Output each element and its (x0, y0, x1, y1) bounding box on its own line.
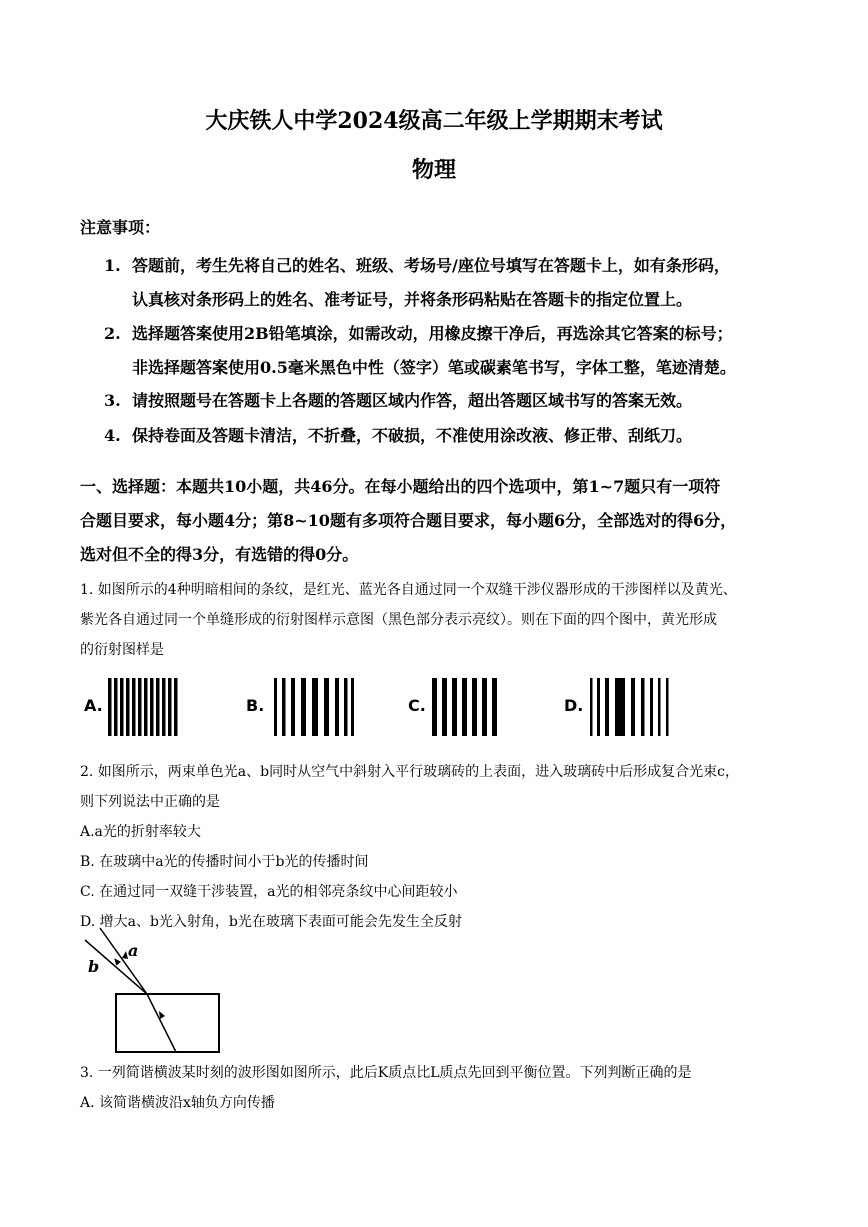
arrow-head (159, 1011, 165, 1019)
subject-title: 物理 (411, 157, 456, 183)
notice-heading: 注意事项： (80, 218, 161, 237)
section-1-instructions (80, 470, 800, 572)
option-label-d: D. (564, 696, 584, 715)
question-2 (80, 757, 800, 937)
question-text: 2. 如图所示，两束单色光a、b同时从空气中斜射入平行玻璃砖的上表面，进入玻璃砖中后形成复合光束c， (80, 764, 739, 780)
notice-text: 请按照题号在答题卡上各题的答题区域内作答，超出答题区域书写的答案无效。 (132, 391, 693, 410)
option-a: A. 该简谐横波沿x轴负方向传播 (80, 1095, 275, 1111)
question-text: 紫光各自通过同一个单缝形成的衍射图样示意图（黑色部分表示亮纹）。则在下面的四个图中，黄光形成 (80, 612, 717, 628)
section-line: 选对但不全的得3分，有选错的得0分。 (80, 545, 359, 564)
notice-item-4 (104, 423, 692, 449)
option-d: D. 增大a、b光入射角，b光在玻璃下表面可能会先发生全反射 (80, 914, 462, 930)
label-a: a (128, 941, 139, 960)
section-line: 合题目要求，每小题4分；第8~10题有多项符合题目要求，每小题6分，全部选对的得6分， (80, 511, 737, 530)
question-text: 则下列说法中正确的是 (80, 794, 220, 810)
notice-number: 1. (104, 256, 121, 275)
option-label-b: B. (246, 696, 265, 715)
notice-number: 3. (104, 391, 121, 410)
notice-item-2 (104, 321, 736, 381)
option-a: A.a光的折射率较大 (80, 824, 201, 840)
fringe-pattern-b (274, 676, 354, 738)
option-c: C. 在通过同一双缝干涉装置，a光的相邻亮条纹中心间距较小 (80, 884, 458, 900)
question-text: 的衍射图样是 (80, 642, 164, 658)
glass-block (116, 994, 219, 1052)
notice-text: 认真核对条形码上的姓名、准考证号，并将条形码粘贴在答题卡的指定位置上。 (132, 290, 693, 309)
notice-text: 选择题答案使用2B铅笔填涂，如需改动，用橡皮擦干净后，再选涂其它答案的标号； (132, 324, 733, 343)
fringe-pattern-a (108, 676, 182, 738)
glass-block-diagram (80, 926, 230, 1056)
question-1 (80, 575, 800, 665)
section-line: 一、选择题：本题共10小题，共46分。在每小题给出的四个选项中，第1~7题只有一项符 (80, 477, 721, 496)
notice-number: 4. (104, 426, 121, 445)
notice-text: 非选择题答案使用0.5毫米黑色中性（签字）笔或碳素笔书写，字体工整，笔迹清楚。 (132, 358, 736, 377)
option-b: B. 在玻璃中a光的传播时间小于b光的传播时间 (80, 854, 369, 870)
refracted-ray-c (147, 994, 176, 1052)
option-label-a: A. (84, 696, 103, 715)
notice-item-1 (104, 253, 730, 313)
label-b: b (88, 957, 100, 976)
notice-text: 保持卷面及答题卡清洁，不折叠，不破损，不准使用涂改液、修正带、刮纸刀。 (132, 426, 693, 445)
question-3 (80, 1058, 800, 1118)
fringe-pattern-d (590, 676, 670, 738)
question-text: 3. 一列简谐横波某时刻的波形图如图所示，此后K质点比L质点先回到平衡位置。下列判断正确的是 (80, 1065, 692, 1081)
ray-a (100, 928, 147, 994)
option-label-c: C. (408, 696, 426, 715)
notice-number: 2. (104, 324, 121, 343)
notice-item-3 (104, 388, 692, 414)
question-text: 1. 如图所示的4种明暗相间的条纹，是红光、蓝光各自通过同一个双缝干涉仪器形成的干涉图样以及黄光、 (80, 582, 737, 598)
fringe-pattern-c (432, 676, 500, 738)
exam-title: 大庆铁人中学2024级高二年级上学期期末考试 (205, 108, 663, 134)
notice-text: 答题前，考生先将自己的姓名、班级、考场号/座位号填写在答题卡上，如有条形码， (132, 256, 730, 275)
